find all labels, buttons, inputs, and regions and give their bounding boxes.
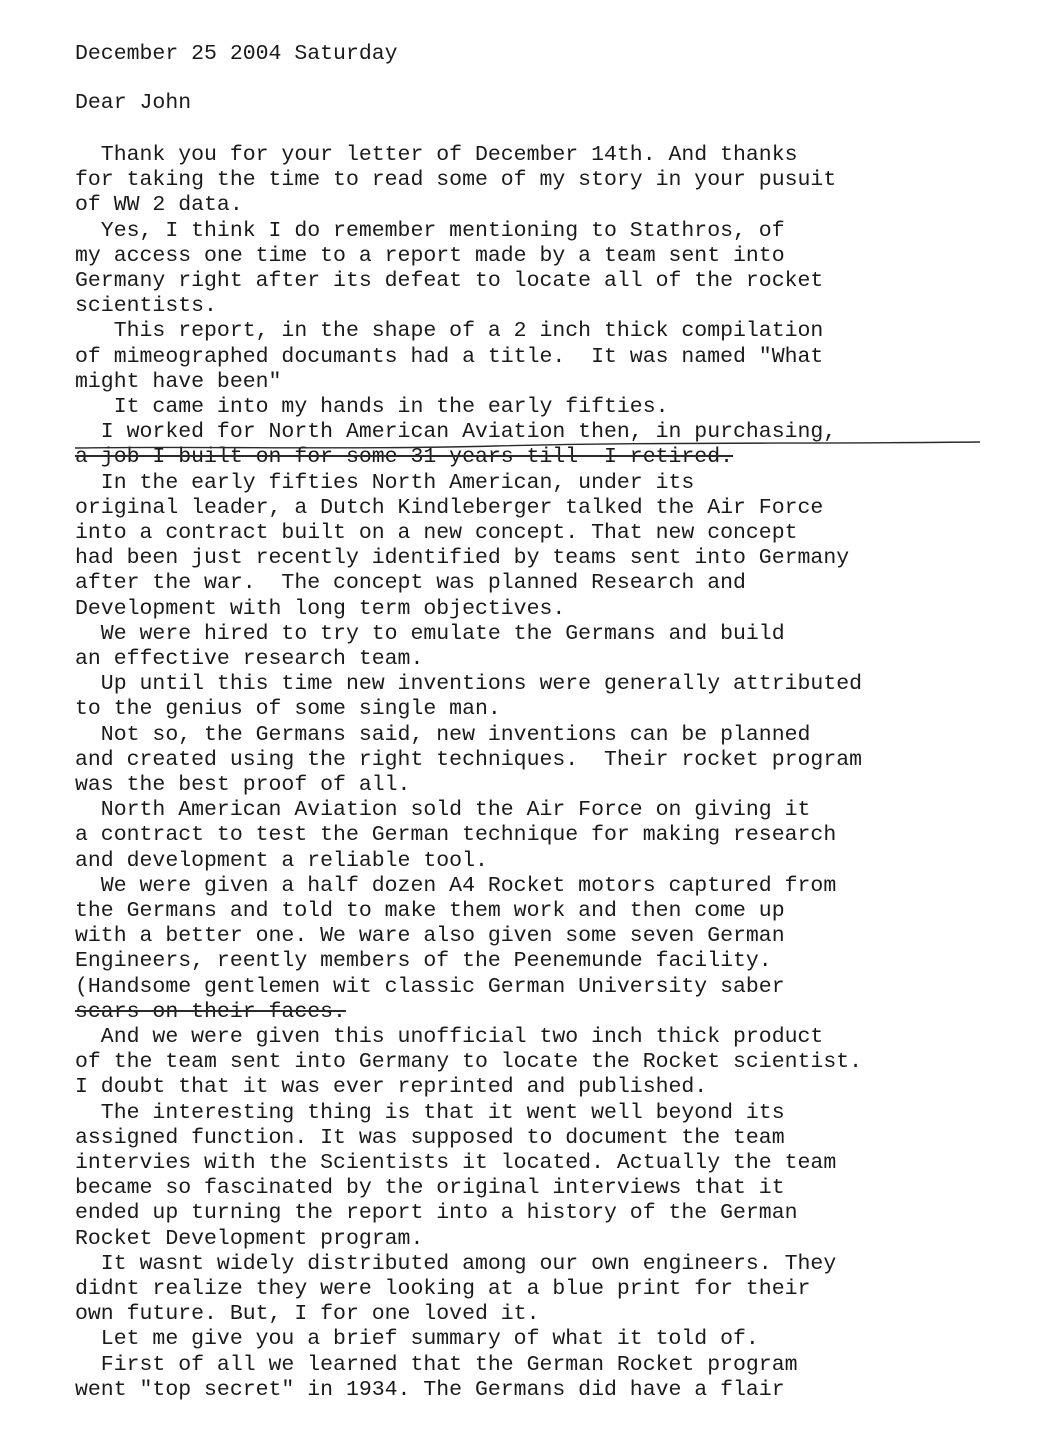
letter-line: and created using the right techniques. Their rocket program — [75, 747, 863, 772]
letter-line: Rocket Development program. — [75, 1226, 424, 1251]
letter-line: for taking the time to read some of my story in your pusuit — [75, 168, 837, 193]
letter-line: Development with long term objectives. — [75, 596, 566, 621]
letter-line: And we were given this unofficial two inch thick product — [75, 1025, 824, 1049]
letter-line: a contract to test the German technique for making research — [75, 823, 837, 848]
letter-line: ended up turning the report into a history of the German — [75, 1201, 798, 1226]
letter-line: scars on their faces. — [75, 999, 346, 1024]
letter-line: Yes, I think I do remember mentioning to Stathros, of — [75, 218, 785, 243]
letter-line: intervies with the Scientists it located. Actually the team — [75, 1151, 837, 1175]
letter-line: It wasnt widely distributed among our own engineers. They — [75, 1251, 837, 1276]
letter-line: might have been" — [75, 369, 282, 394]
letter-line: I doubt that it was ever reprinted and published. — [75, 1075, 708, 1100]
letter-line: Up until this time new inventions were generally attributed — [75, 672, 863, 697]
letter-line: a job I built on for some 31 years till I retired. — [75, 445, 734, 470]
letter-line: First of all we learned that the German Rocket program — [75, 1352, 798, 1377]
letter-date: December 25 2004 Saturday — [75, 42, 398, 66]
letter-line: Not so, the Germans said, new inventions can be planned — [75, 722, 811, 747]
letter-line: of mimeographed documants had a title. It was named "What — [75, 344, 824, 369]
letter-line: We were given a half dozen A4 Rocket motors captured from — [75, 873, 837, 898]
letter-line: after the war. The concept was planned Research and — [75, 571, 746, 596]
letter-line: Let me give you a brief summary of what it told of. — [75, 1327, 759, 1352]
letter-line: I worked for North American Aviation then, in purchasing, — [75, 420, 837, 445]
letter-salutation: Dear John — [75, 91, 192, 115]
handwritten-underline — [75, 440, 985, 454]
letter-line: my access one time to a report made by a team sent into — [75, 243, 785, 268]
letter-line: an effective research team. — [75, 647, 424, 671]
letter-line: It came into my hands in the early fifties. — [75, 395, 669, 419]
letter-line: This report, in the shape of a 2 inch thick compilation — [75, 319, 824, 344]
letter-line: the Germans and told to make them work and then come up — [75, 899, 785, 923]
letter-line: scientists. — [75, 294, 217, 319]
letter-line: own future. But, I for one loved it. — [75, 1302, 540, 1327]
letter-line: In the early fifties North American, under its — [75, 470, 695, 495]
letter-line: had been just recently identified by teams sent into Germany — [75, 546, 850, 571]
letter-line: Engineers, reently members of the Peenemunde facility. — [75, 949, 772, 974]
letter-line: We were hired to try to emulate the Germans and build — [75, 621, 785, 646]
letter-line: North American Aviation sold the Air Force on giving it — [75, 798, 811, 823]
letter-line: went "top secret" in 1934. The Germans did have a flair — [75, 1377, 785, 1402]
letter-line: of WW 2 data. — [75, 193, 243, 218]
letter-line: didnt realize they were looking at a blue print for their — [75, 1277, 811, 1301]
letter-line: became so fascinated by the original interviews that it — [75, 1176, 785, 1201]
letter-line: The interesting thing is that it went well beyond its — [75, 1100, 785, 1125]
letter-line: and development a reliable tool. — [75, 848, 488, 873]
letter-line: of the team sent into Germany to locate the Rocket scientist. — [75, 1050, 863, 1075]
letter-line: to the genius of some single man. — [75, 697, 501, 722]
letter-line: original leader, a Dutch Kindleberger talked the Air Force — [75, 495, 824, 520]
letter-line: Germany right after its defeat to locate all of the rocket — [75, 269, 824, 293]
letter-line: (Handsome gentlemen wit classic German University saber — [75, 974, 785, 999]
letter-line: assigned function. It was supposed to document the team — [75, 1125, 785, 1150]
letter-line: Thank you for your letter of December 14th. And thanks — [75, 143, 798, 167]
letter-line: with a better one. We ware also given some seven German — [75, 924, 785, 949]
letter-line: into a contract built on a new concept. That new concept — [75, 521, 798, 545]
letter-line: was the best proof of all. — [75, 773, 411, 797]
